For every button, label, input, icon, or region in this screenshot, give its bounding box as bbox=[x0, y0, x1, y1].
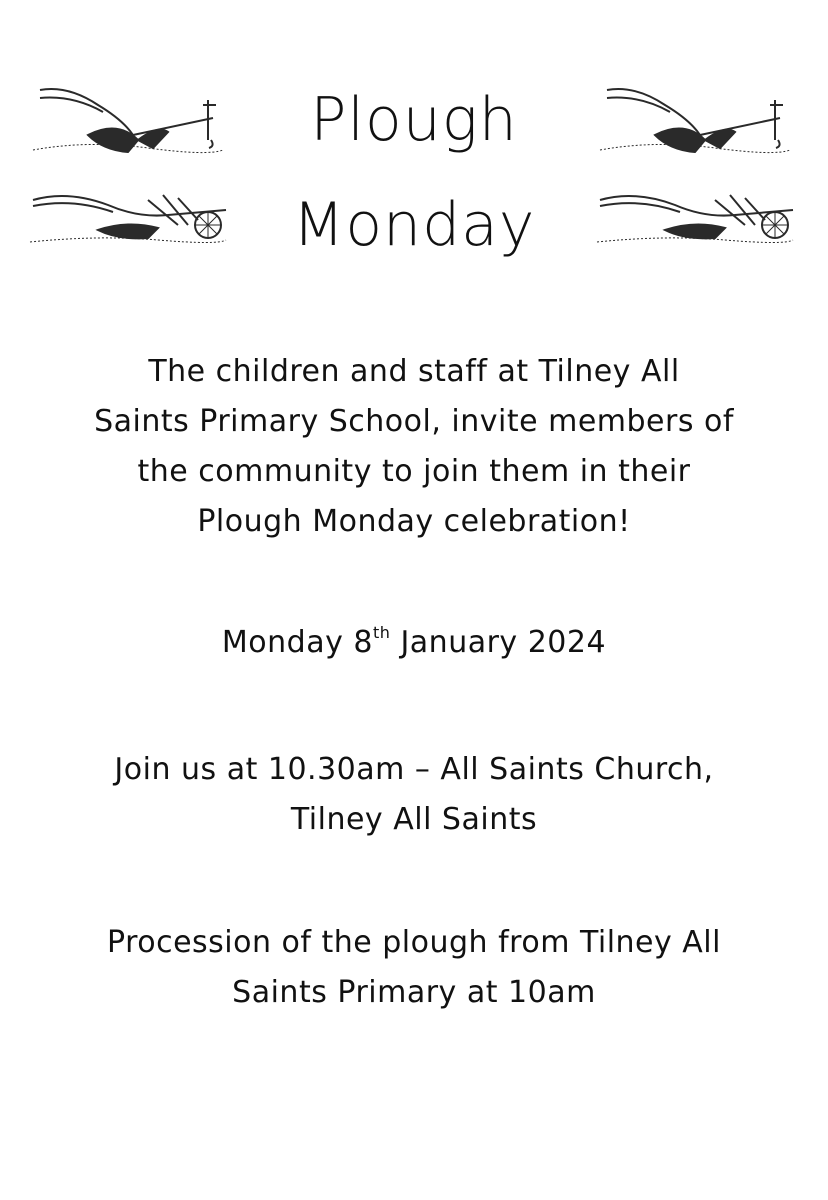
event-date-month-year: January 2024 bbox=[390, 625, 607, 660]
venue-line: Join us at 10.30am – All Saints Church, bbox=[114, 752, 714, 787]
procession-info bbox=[40, 918, 788, 1018]
event-date-line bbox=[40, 618, 788, 668]
event-date-day: Monday 8 bbox=[221, 625, 373, 660]
procession-line: Saints Primary at 10am bbox=[232, 975, 596, 1010]
invitation-text bbox=[40, 347, 788, 547]
procession-line: Procession of the plough from Tilney All bbox=[107, 925, 721, 960]
plough-engraving-icon bbox=[28, 80, 228, 160]
venue-line: Tilney All Saints bbox=[290, 802, 538, 837]
invitation-line: the community to join them in their bbox=[137, 454, 691, 489]
invitation-line: The children and staff at Tilney All bbox=[148, 354, 680, 389]
page-title-line-2: Monday bbox=[292, 190, 536, 260]
event-venue bbox=[40, 745, 788, 845]
plough-engraving-icon bbox=[28, 180, 228, 260]
event-date bbox=[40, 618, 788, 668]
event-date-ordinal: th bbox=[372, 623, 391, 642]
page-title-line-1: Plough bbox=[310, 85, 518, 155]
invitation-line: Saints Primary School, invite members of bbox=[94, 404, 734, 439]
plough-engraving-icon bbox=[595, 80, 795, 160]
invitation-line: Plough Monday celebration! bbox=[197, 504, 631, 539]
plough-engraving-icon bbox=[595, 180, 795, 260]
